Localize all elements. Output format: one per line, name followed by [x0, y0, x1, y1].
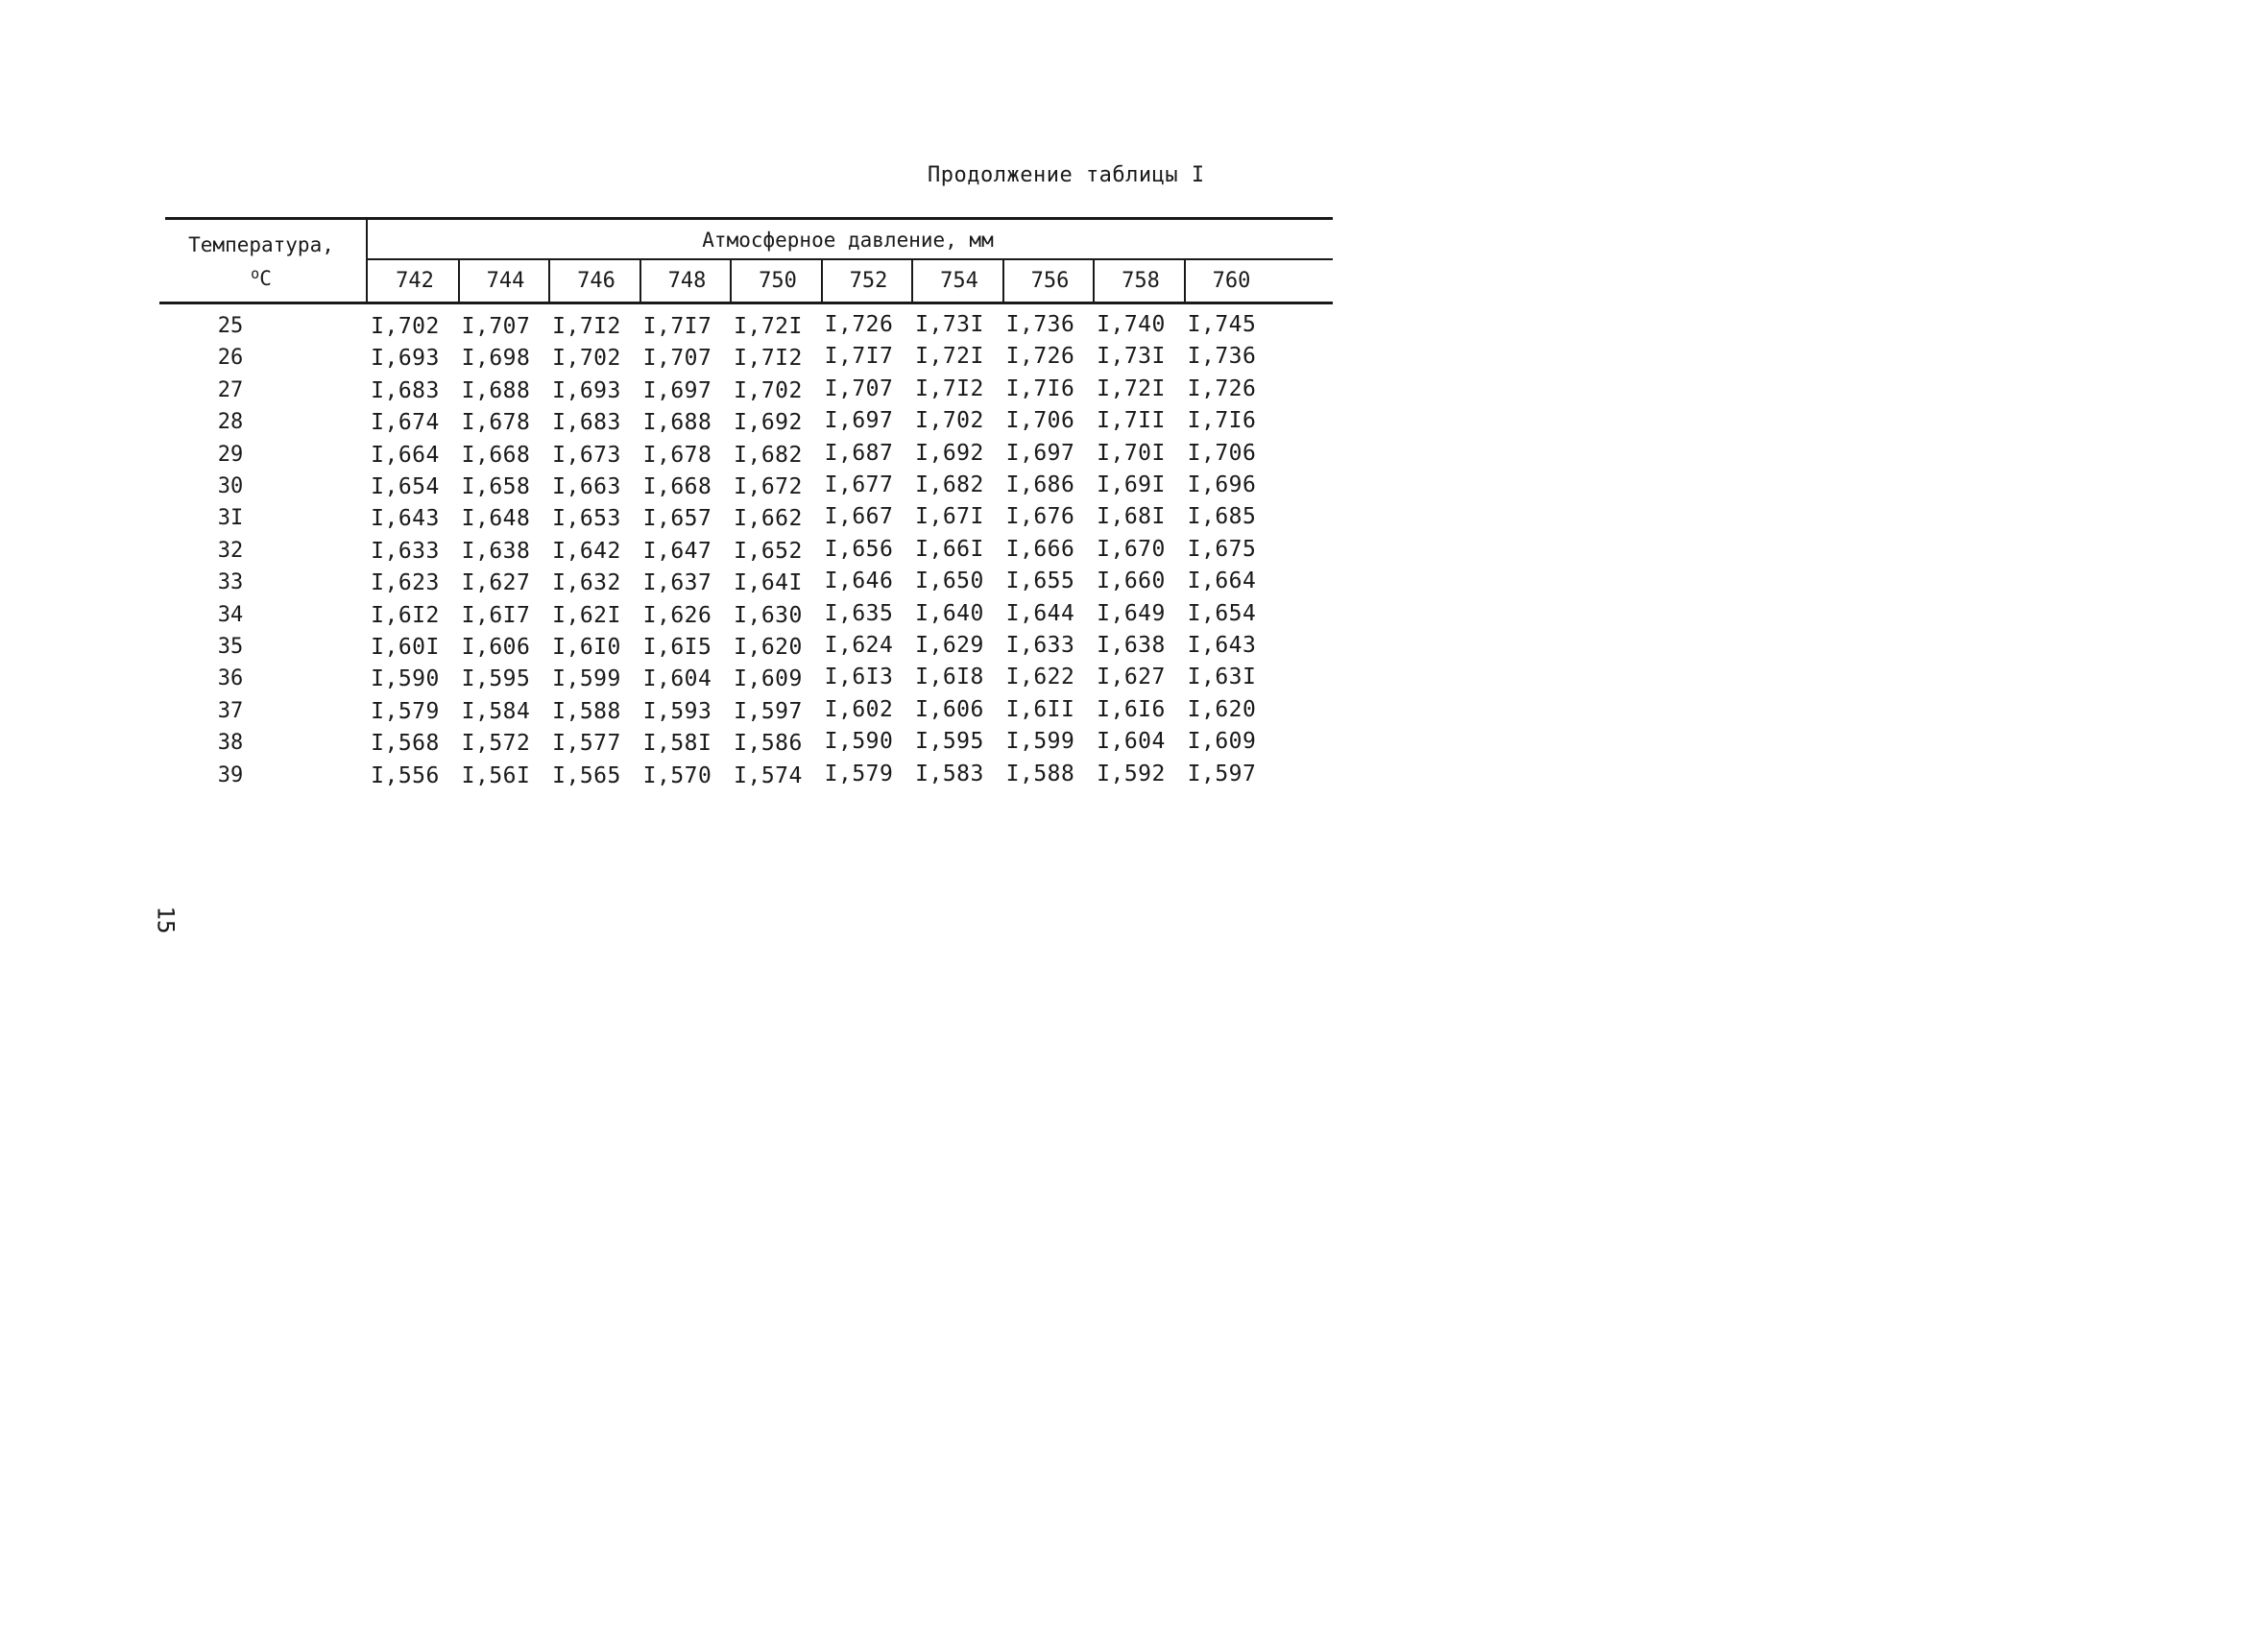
table-cell: I,590: [824, 729, 894, 755]
table-cell: I,643: [371, 506, 440, 532]
table-cell: I,697: [824, 408, 894, 434]
table-cell: I,673: [552, 442, 621, 468]
table-cell: I,6I6: [1097, 696, 1166, 722]
row-temperature: 32: [217, 538, 244, 563]
table-cell: I,658: [461, 474, 531, 499]
row-temperature: 37: [217, 698, 244, 723]
row-temperature: 38: [217, 731, 244, 756]
table-cell: I,707: [461, 314, 531, 339]
table-cell: I,588: [1005, 761, 1075, 786]
table-cell: I,6I0: [552, 635, 621, 660]
temperature-unit: [165, 259, 357, 293]
table-cell: I,595: [915, 729, 984, 755]
column-header: 750: [759, 269, 797, 293]
table-cell: I,657: [642, 506, 712, 532]
table-cell: I,60I: [371, 635, 440, 660]
table-cell: I,682: [734, 442, 803, 468]
table-cell: I,697: [1005, 440, 1075, 466]
table-cell: I,7I2: [915, 375, 984, 401]
table-cell: I,64I: [734, 570, 803, 596]
table-cell: I,745: [1187, 312, 1257, 337]
table-cell: I,696: [1187, 472, 1257, 497]
table-cell: I,668: [461, 442, 531, 468]
row-temperature: 27: [217, 377, 244, 402]
table-cell: I,697: [642, 377, 712, 403]
row-temperature: 34: [217, 602, 244, 627]
table-cell: I,664: [371, 442, 440, 468]
table-cell: I,646: [824, 568, 894, 594]
table-cell: I,653: [552, 506, 621, 532]
table-cell: I,623: [371, 570, 440, 596]
table-cell: I,683: [371, 377, 440, 403]
table-cell: I,632: [552, 570, 621, 596]
table-cell: I,706: [1187, 440, 1257, 466]
table-cell: I,72I: [734, 314, 803, 339]
table-cell: I,572: [461, 731, 531, 757]
table-cell: I,736: [1187, 344, 1257, 370]
table-cell: I,72I: [1097, 375, 1166, 401]
table-cell: I,638: [1097, 633, 1166, 658]
column-header: 748: [667, 269, 707, 293]
table-cell: I,667: [824, 504, 894, 530]
table-cell: I,627: [1097, 665, 1166, 690]
table-cell: I,635: [824, 600, 894, 626]
table-cell: I,7I2: [734, 346, 803, 372]
row-temperature: 29: [217, 442, 244, 467]
table-cell: I,58I: [642, 731, 712, 757]
table-cell: I,655: [1005, 568, 1075, 594]
table-cell: I,642: [552, 538, 621, 564]
table-cell: I,609: [1187, 729, 1257, 755]
table-cell: I,70I: [1097, 440, 1166, 466]
table-cell: I,652: [734, 538, 803, 564]
table-cell: I,660: [1097, 568, 1166, 594]
table-cell: I,604: [1097, 729, 1166, 755]
table-cell: I,663: [552, 474, 621, 499]
table-cell: I,726: [824, 312, 894, 337]
table-cell: I,683: [552, 410, 621, 436]
table-cell: I,599: [552, 666, 621, 692]
table-cell: I,568: [371, 731, 440, 757]
table-cell: I,592: [1097, 761, 1166, 786]
table-cell: I,583: [915, 761, 984, 786]
page-number: 15: [152, 906, 180, 934]
table-cell: I,73I: [915, 312, 984, 337]
table-cell: I,7I6: [1187, 408, 1257, 434]
table-cell: I,707: [824, 375, 894, 401]
table-cell: I,73I: [1097, 344, 1166, 370]
temperature-label: Температура,: [188, 233, 334, 256]
table-cell: I,62I: [552, 602, 621, 628]
column-header: 756: [1030, 269, 1070, 293]
table-cell: I,677: [824, 472, 894, 497]
table-cell: I,638: [461, 538, 531, 564]
table-cell: I,584: [461, 698, 531, 724]
table-cell: I,633: [1005, 633, 1075, 658]
table-cell: I,692: [915, 440, 984, 466]
table-cell: I,570: [642, 762, 712, 788]
table-cell: I,606: [461, 635, 531, 660]
column-header: 744: [486, 269, 525, 293]
table-cell: I,609: [734, 666, 803, 692]
table-cell: I,72I: [915, 344, 984, 370]
table-cell: I,7I6: [1005, 375, 1075, 401]
table-continuation-caption: Продолжение таблицы I: [928, 163, 1205, 187]
table-cell: I,693: [371, 346, 440, 372]
table-cell: I,687: [824, 440, 894, 466]
table-cell: I,63I: [1187, 665, 1257, 690]
table-cell: I,707: [642, 346, 712, 372]
table-cell: I,579: [371, 698, 440, 724]
table-cell: I,556: [371, 762, 440, 788]
table-cell: I,726: [1005, 344, 1075, 370]
table-cell: I,702: [915, 408, 984, 434]
temperature-header: [165, 230, 357, 293]
table-cell: I,648: [461, 506, 531, 532]
table-cell: I,643: [1187, 633, 1257, 658]
row-temperature: 25: [217, 314, 244, 338]
table-cell: I,644: [1005, 600, 1075, 626]
table-cell: I,726: [1187, 375, 1257, 401]
row-temperature: 35: [217, 635, 244, 659]
temperature-unit-sup: o: [251, 265, 260, 282]
table-cell: I,640: [915, 600, 984, 626]
table-cell: I,685: [1187, 504, 1257, 530]
table-cell: I,6I3: [824, 665, 894, 690]
table-cell: I,637: [642, 570, 712, 596]
table-cell: I,647: [642, 538, 712, 564]
table-cell: I,599: [1005, 729, 1075, 755]
table-cell: I,627: [461, 570, 531, 596]
table-cell: I,702: [552, 346, 621, 372]
row-temperature: 28: [217, 410, 244, 435]
table-cell: I,649: [1097, 600, 1166, 626]
table-cell: I,626: [642, 602, 712, 628]
table-cell: I,593: [642, 698, 712, 724]
table-cell: I,698: [461, 346, 531, 372]
table-cell: I,624: [824, 633, 894, 658]
table-cell: I,706: [1005, 408, 1075, 434]
table-cell: I,686: [1005, 472, 1075, 497]
table-cell: I,620: [1187, 696, 1257, 722]
table-cell: I,693: [552, 377, 621, 403]
table-cell: I,666: [1005, 536, 1075, 562]
table-cell: I,656: [824, 536, 894, 562]
table-cell: I,740: [1097, 312, 1166, 337]
table-cell: I,577: [552, 731, 621, 757]
table-cell: I,6II: [1005, 696, 1075, 722]
row-temperature: 26: [217, 346, 244, 371]
top-rule: [165, 217, 1333, 220]
column-header: 742: [396, 269, 434, 293]
table-cell: I,6I7: [461, 602, 531, 628]
table-cell: I,622: [1005, 665, 1075, 690]
table-cell: I,604: [642, 666, 712, 692]
table-cell: I,574: [734, 762, 803, 788]
table-cell: I,662: [734, 506, 803, 532]
table-cell: I,670: [1097, 536, 1166, 562]
table-cell: I,688: [461, 377, 531, 403]
table-cell: I,56I: [461, 762, 531, 788]
table-cell: I,650: [915, 568, 984, 594]
table-cell: I,620: [734, 635, 803, 660]
table-cell: I,668: [642, 474, 712, 499]
table-cell: I,602: [824, 696, 894, 722]
table-cell: I,678: [461, 410, 531, 436]
table-cell: I,595: [461, 666, 531, 692]
row-temperature: 33: [217, 570, 244, 595]
table-cell: I,676: [1005, 504, 1075, 530]
table-cell: I,565: [552, 762, 621, 788]
table-cell: I,692: [734, 410, 803, 436]
table-cell: I,7I7: [642, 314, 712, 339]
table-cell: I,674: [371, 410, 440, 436]
table-cell: I,588: [552, 698, 621, 724]
table-cell: I,7II: [1097, 408, 1166, 434]
table-cell: I,7I7: [824, 344, 894, 370]
row-temperature: 36: [217, 666, 244, 691]
table-cell: I,6I2: [371, 602, 440, 628]
table-cell: I,682: [915, 472, 984, 497]
table-cell: I,654: [371, 474, 440, 499]
table-cell: I,736: [1005, 312, 1075, 337]
table-cell: I,6I5: [642, 635, 712, 660]
row-temperature: 3I: [217, 506, 244, 531]
pressure-subheader-rule: [368, 258, 1333, 260]
row-temperature: 39: [217, 762, 244, 787]
table-cell: I,654: [1187, 600, 1257, 626]
table-cell: I,6I8: [915, 665, 984, 690]
table-cell: I,69I: [1097, 472, 1166, 497]
table-cell: I,590: [371, 666, 440, 692]
table-cell: I,67I: [915, 504, 984, 530]
column-header: 746: [577, 269, 615, 293]
table-cell: I,7I2: [552, 314, 621, 339]
table-cell: I,688: [642, 410, 712, 436]
table-cell: I,597: [734, 698, 803, 724]
column-header: 752: [849, 269, 888, 293]
table-cell: I,629: [915, 633, 984, 658]
table-cell: I,675: [1187, 536, 1257, 562]
table-cell: I,664: [1187, 568, 1257, 594]
table-cell: I,702: [371, 314, 440, 339]
table-cell: I,702: [734, 377, 803, 403]
table-cell: I,672: [734, 474, 803, 499]
row-temperature: 30: [217, 474, 244, 498]
column-header: 760: [1212, 269, 1251, 293]
table-cell: I,68I: [1097, 504, 1166, 530]
table-cell: I,66I: [915, 536, 984, 562]
table-cell: I,586: [734, 731, 803, 757]
table-cell: I,597: [1187, 761, 1257, 786]
temperature-unit-letter: C: [259, 267, 272, 290]
table-cell: I,630: [734, 602, 803, 628]
header-bottom-rule: [159, 302, 1333, 304]
column-header: 754: [940, 269, 978, 293]
table-cell: I,678: [642, 442, 712, 468]
pressure-header: Атмосферное давление, мм: [702, 229, 994, 252]
table-cell: I,579: [824, 761, 894, 786]
column-header: 758: [1122, 269, 1160, 293]
table-cell: I,606: [915, 696, 984, 722]
table-cell: I,633: [371, 538, 440, 564]
